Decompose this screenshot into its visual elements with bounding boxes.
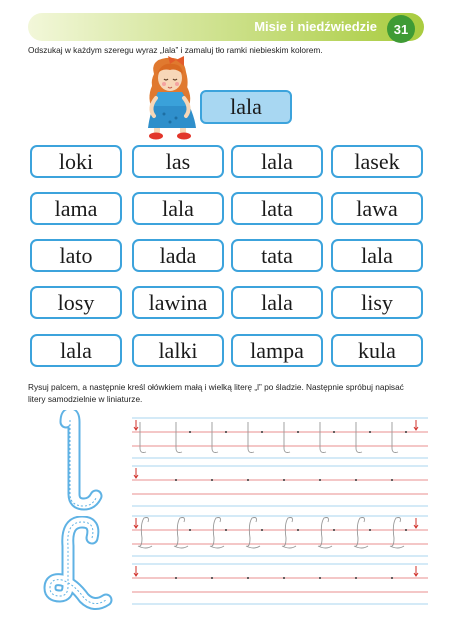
word-box[interactable]: lala <box>30 334 122 367</box>
trace-letter[interactable] <box>248 422 254 453</box>
word-box[interactable]: lampa <box>231 334 323 367</box>
start-dot <box>175 577 177 579</box>
trace-letter[interactable] <box>212 422 218 453</box>
lowercase-l-tracing-letter[interactable] <box>46 410 108 520</box>
direction-arrow-icon <box>414 566 418 576</box>
word-box[interactable]: lata <box>231 192 323 225</box>
word-box[interactable]: lala <box>132 192 224 225</box>
word-box[interactable]: lalki <box>132 334 224 367</box>
start-dot <box>189 529 191 531</box>
word-box[interactable]: lawa <box>331 192 423 225</box>
start-dot <box>355 479 357 481</box>
direction-arrow-icon <box>134 420 138 430</box>
task2-instruction-line2: litery samodzielnie w liniaturze. <box>28 394 143 404</box>
start-dot <box>261 431 263 433</box>
direction-arrow-icon <box>414 420 418 430</box>
word-box[interactable]: lada <box>132 239 224 272</box>
start-dot <box>297 431 299 433</box>
chapter-title: Misie i niedźwiedzie <box>254 19 377 34</box>
start-dot <box>405 529 407 531</box>
trace-letter[interactable] <box>140 422 146 453</box>
start-dot <box>333 529 335 531</box>
word-box[interactable]: lala <box>231 286 323 319</box>
trace-letter[interactable] <box>318 518 332 549</box>
trace-letter[interactable] <box>282 518 296 549</box>
direction-arrow-icon <box>134 566 138 576</box>
word-box[interactable]: lala <box>331 239 423 272</box>
start-dot <box>369 529 371 531</box>
direction-arrow-icon <box>134 518 138 528</box>
uppercase-l-tracing-letter[interactable] <box>40 516 114 612</box>
trace-letter[interactable] <box>176 422 182 453</box>
start-dot <box>391 577 393 579</box>
trace-letter[interactable] <box>246 518 260 549</box>
start-dot <box>175 479 177 481</box>
start-dot <box>369 431 371 433</box>
start-dot <box>225 431 227 433</box>
start-dot <box>225 529 227 531</box>
start-dot <box>247 577 249 579</box>
doll-icon <box>140 56 204 140</box>
start-dot <box>333 431 335 433</box>
start-dot <box>319 577 321 579</box>
start-dot <box>319 479 321 481</box>
word-box[interactable]: lawina <box>132 286 224 319</box>
writing-ruling-area[interactable] <box>130 408 430 618</box>
start-dot <box>247 479 249 481</box>
word-box[interactable]: lisy <box>331 286 423 319</box>
task1-instruction: Odszukaj w każdym szeregu wyraz „lala” i zamaluj tło ramki niebieskim kolorem. <box>28 45 323 55</box>
trace-letter[interactable] <box>174 518 188 549</box>
trace-letter[interactable] <box>392 422 398 453</box>
word-box[interactable]: las <box>132 145 224 178</box>
trace-letter[interactable] <box>354 518 368 549</box>
start-dot <box>211 479 213 481</box>
target-word-box: lala <box>200 90 292 124</box>
word-box[interactable]: lato <box>30 239 122 272</box>
word-box[interactable]: lama <box>30 192 122 225</box>
word-box[interactable]: tata <box>231 239 323 272</box>
word-box[interactable]: lala <box>231 145 323 178</box>
word-box[interactable]: losy <box>30 286 122 319</box>
start-dot <box>297 529 299 531</box>
trace-letter[interactable] <box>390 518 404 549</box>
start-dot <box>261 529 263 531</box>
trace-letter[interactable] <box>320 422 326 453</box>
start-dot <box>283 479 285 481</box>
word-box[interactable]: loki <box>30 145 122 178</box>
start-dot <box>355 577 357 579</box>
task2-instruction-line1: Rysuj palcem, a następnie kreśl ołówkiem małą i wielką literę „l” po śladzie. Następnie spróbuj napisać <box>28 382 404 392</box>
word-box[interactable]: kula <box>331 334 423 367</box>
start-dot <box>189 431 191 433</box>
trace-letter[interactable] <box>210 518 224 549</box>
start-dot <box>211 577 213 579</box>
start-dot <box>391 479 393 481</box>
trace-letter[interactable] <box>356 422 362 453</box>
trace-letter[interactable] <box>138 518 152 549</box>
start-dot <box>405 431 407 433</box>
direction-arrow-icon <box>134 468 138 478</box>
page-number-badge: 31 <box>387 15 415 43</box>
start-dot <box>283 577 285 579</box>
trace-letter[interactable] <box>284 422 290 453</box>
word-box[interactable]: lasek <box>331 145 423 178</box>
direction-arrow-icon <box>414 518 418 528</box>
